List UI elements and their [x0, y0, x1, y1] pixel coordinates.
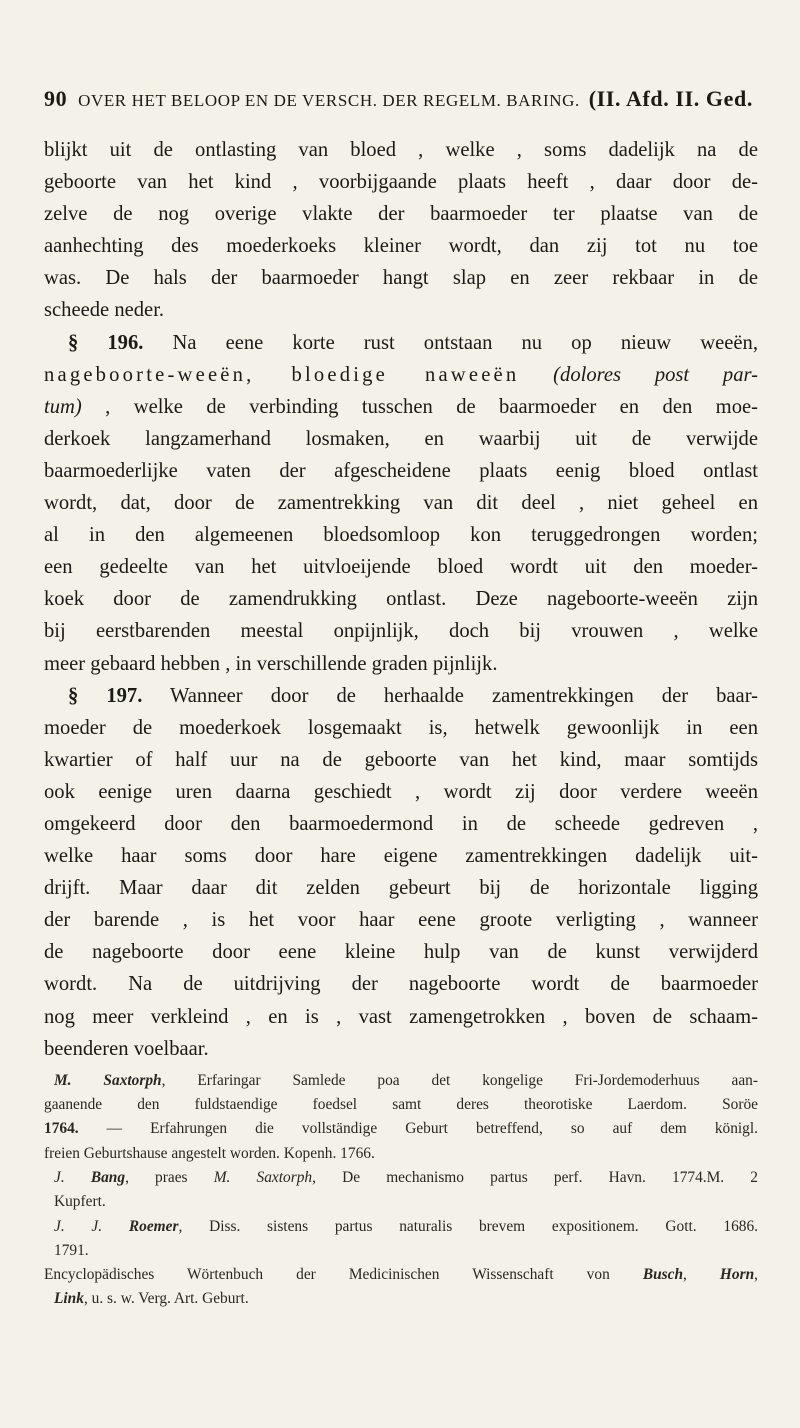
text-line: [44, 359, 758, 391]
text-line: bij eerstbarenden meestal onpijnlijk, doch bij vrouwen , welke: [44, 620, 758, 643]
text-span: ,: [683, 1266, 720, 1284]
text-line: welke haar soms door hare eigene zamentrekkingen dadelijk uit-: [44, 845, 758, 868]
text-span: , u. s. w. Verg. Art. Geburt.: [83, 1290, 249, 1308]
author-name: M. Saxtorph: [54, 1071, 162, 1089]
author-name: Bang: [90, 1168, 126, 1186]
author-name: Busch: [642, 1266, 684, 1284]
text-span: — Erfahrungen die vollständige Geburt betreffend, so auf dem königl.: [78, 1120, 758, 1138]
text-line: de nageboorte door eene kleine hulp van de kunst verwijderd: [44, 941, 758, 964]
note-line: gaanende den fuldstaendige foedsel samt deres theorotiske Laerdom. Soröe: [44, 1096, 758, 1114]
text-span: , welke de verbinding tusschen de baarmoeder en den moe-: [81, 395, 758, 418]
text-line: baarmoederlijke vaten der afgescheidene plaats eenig bloed ontlast: [44, 459, 758, 482]
text-line: geboorte van het kind , voorbijgaande plaats heeft , daar door de-: [44, 171, 758, 194]
text-line: [44, 391, 758, 423]
note-line: freien Geburtshause angestelt worden. Kopenh. 1766.: [44, 1144, 375, 1162]
text-span: Encyclopädisches Wörtenbuch der Medicinischen Wissenschaft von: [44, 1266, 643, 1284]
text-span: Wanneer door de herhaalde zamentrekkingen der baar-: [142, 684, 758, 707]
running-title: OVER HET BELOOP EN DE VERSCH. DER REGELM. BARING.: [78, 91, 580, 110]
text-span: , praes: [125, 1168, 214, 1186]
text-line: een gedeelte van het uitvloeijende bloed wordt uit den moeder-: [44, 556, 758, 579]
text-line: blijkt uit de ontlasting van bloed , welke , soms dadelijk na de: [44, 139, 758, 161]
text-line: beenderen voelbaar.: [44, 1037, 209, 1060]
part-reference: (II. Afd. II. Ged.: [588, 86, 753, 111]
text-line: ook eenige uren daarna geschiedt , wordt zij door verdere weeën: [44, 780, 758, 803]
text-line: wordt, dat, door de zamentrekking van dit deel , niet geheel en: [44, 492, 758, 515]
note-line: [44, 1117, 758, 1141]
text-line: meer gebaard hebben , in verschillende graden pijnlijk.: [44, 652, 498, 675]
text-line: [44, 680, 758, 712]
reference-roemer: [44, 1215, 758, 1264]
note-line: [44, 1263, 758, 1287]
section-number: § 197.: [68, 684, 143, 707]
author-name: Horn: [719, 1266, 755, 1284]
note-line: [44, 1166, 758, 1190]
running-header: [44, 84, 758, 114]
text-line: drijft. Maar daar dit zelden gebeurt bij de horizontale ligging: [44, 877, 758, 900]
note-line: Kupfert.: [54, 1193, 106, 1211]
text-span: , Diss. sistens partus naturalis brevem expositionem. Gott. 1686.: [178, 1217, 758, 1235]
note-line: [44, 1069, 758, 1093]
section-197: [44, 680, 758, 1065]
text-line: aanhechting des moederkoeks kleiner wordt, dan zij tot nu toe: [44, 235, 758, 258]
text-span: , Erfaringar Samlede poa det kongelige Fri-Jordemoderhuus aan-: [161, 1071, 758, 1089]
text-line: [44, 327, 758, 359]
author-name: Link: [54, 1290, 84, 1308]
spaced-term: nageboorte-weeën, bloedige naweeën: [44, 363, 520, 386]
paragraph-continuation: [44, 134, 758, 327]
year: 1764.: [44, 1120, 79, 1138]
reference-saxtorph: [44, 1069, 758, 1166]
text-line: nog meer verkleind , en is , vast zamengetrokken , boven de schaam-: [44, 1005, 758, 1028]
note-line: [44, 1287, 758, 1311]
text-line: zelve de nog overige vlakte der baarmoeder ter plaatse van de: [44, 203, 758, 226]
reference-encyclopedia: [44, 1263, 758, 1312]
text-span: Na eene korte rust ontstaan nu op nieuw weeën,: [143, 331, 759, 354]
author-name: Roemer: [128, 1217, 179, 1235]
author-initial: J.: [54, 1168, 65, 1186]
book-page: [44, 84, 758, 1312]
text-line: was. De hals der baarmoeder hangt slap en zeer rekbaar in de: [44, 267, 758, 290]
note-line: [44, 1215, 758, 1239]
text-line: koek door de zamendrukking ontlast. Deze nageboorte-weeën zijn: [44, 588, 758, 611]
latin-term: tum): [44, 395, 82, 418]
text-line: omgekeerd door den baarmoedermond in de scheede gedreven ,: [44, 812, 758, 835]
text-span: ,: [754, 1266, 758, 1284]
author-initial: J. J.: [54, 1217, 103, 1235]
note-line: 1791.: [54, 1241, 89, 1259]
author-name: M. Saxtorph: [213, 1168, 313, 1186]
reference-bang: [44, 1166, 758, 1215]
text-line: wordt. Na de uitdrijving der nageboorte wordt de baarmoeder: [44, 973, 758, 996]
page-number: 90: [44, 86, 68, 111]
latin-term: (dolores post par-: [553, 363, 758, 386]
text-line: der barende , is het voor haar eene groote verligting , wanneer: [44, 909, 758, 932]
text-line: derkoek langzamerhand losmaken, en waarbij uit de verwijde: [44, 427, 758, 450]
section-number: § 196.: [68, 331, 144, 354]
body-text: [44, 134, 758, 1065]
text-line: kwartier of half uur na de geboorte van het kind, maar somtijds: [44, 748, 758, 771]
references: [44, 1069, 758, 1312]
text-span: , De mechanismo partus perf. Havn. 1774.M. 2: [312, 1168, 759, 1186]
text-line: al in den algemeenen bloedsomloop kon teruggedrongen worden;: [44, 524, 758, 547]
text-line: moeder de moederkoek losgemaakt is, hetwelk gewoonlijk in een: [44, 716, 758, 739]
section-196: [44, 327, 758, 680]
text-line: scheede neder.: [44, 299, 165, 322]
